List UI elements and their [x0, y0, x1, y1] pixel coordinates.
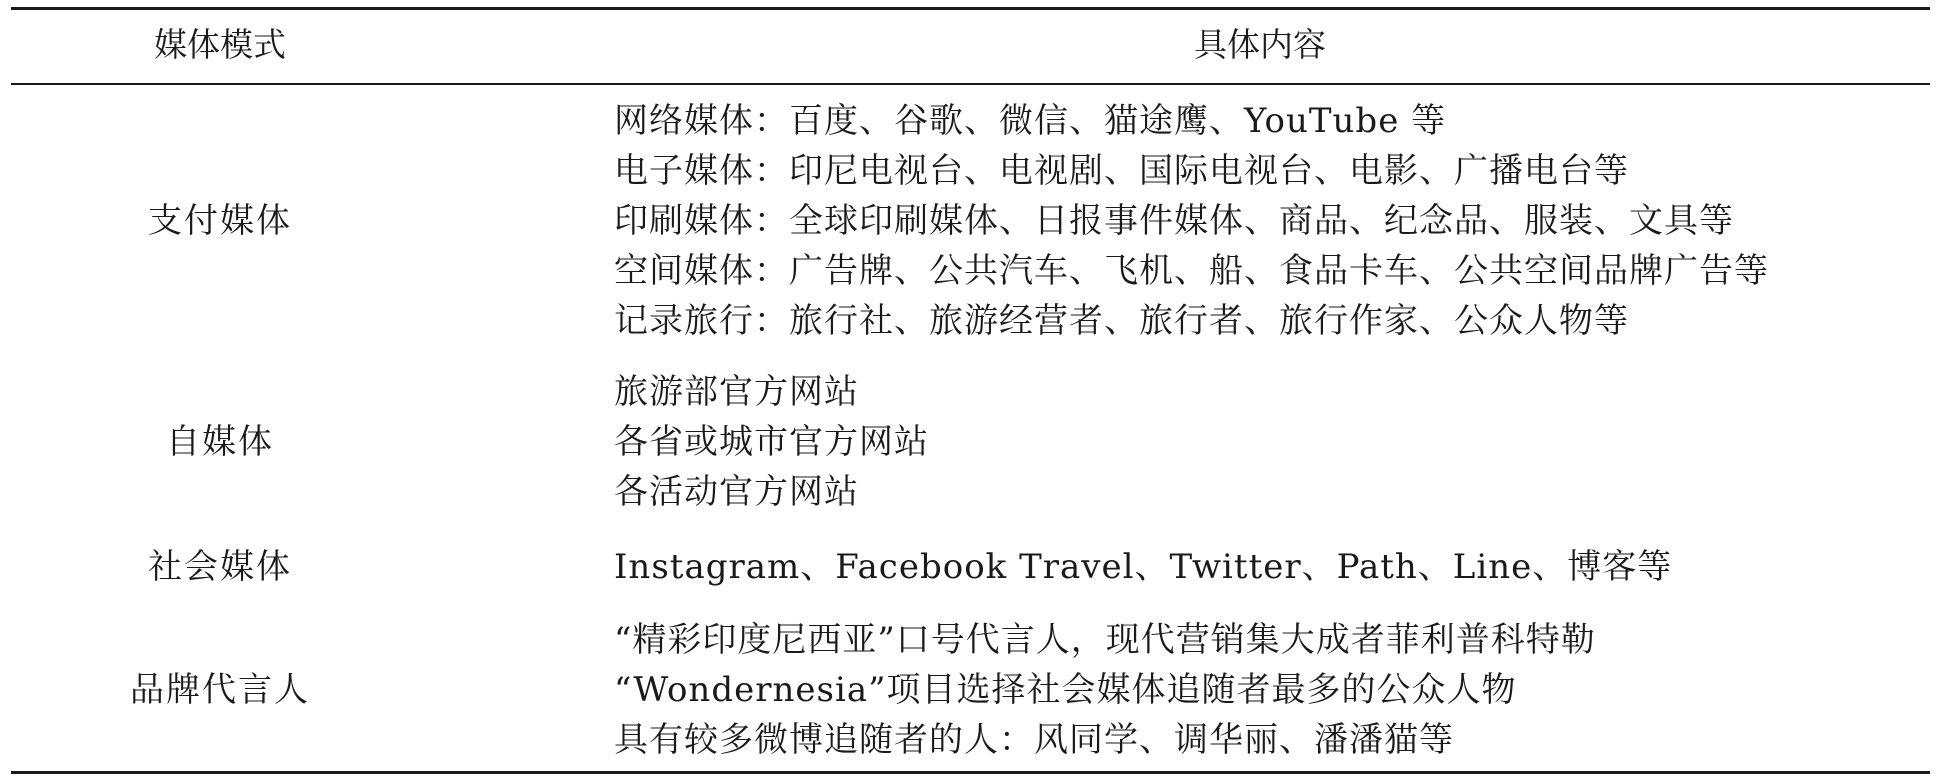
content-line: “精彩印度尼西亚”口号代言人，现代营销集大成者菲利普科特勒 [614, 620, 1596, 660]
row-mode-label: 自媒体 [166, 422, 274, 462]
content-line: “Wondernesia”项目选择社会媒体追随者最多的公众人物 [614, 670, 1517, 710]
content-line: 各活动官方网站 [614, 472, 859, 512]
row-mode-label: 品牌代言人 [130, 670, 310, 710]
content-line: 记录旅行：旅行社、旅游经营者、旅行者、旅行作家、公众人物等 [614, 301, 1629, 341]
table-bottom-rule [11, 771, 1930, 774]
row-mode-label: 社会媒体 [148, 547, 292, 587]
table-header-rule [11, 83, 1930, 85]
row-mode-label: 支付媒体 [148, 201, 292, 241]
content-line: 空间媒体：广告牌、公共汽车、飞机、船、食品卡车、公共空间品牌广告等 [614, 251, 1769, 291]
content-line: 旅游部官方网站 [614, 372, 859, 412]
header-specific-content: 具体内容 [1194, 25, 1326, 64]
content-line: 印刷媒体：全球印刷媒体、日报事件媒体、商品、纪念品、服装、文具等 [614, 201, 1734, 241]
content-line: 网络媒体：百度、谷歌、微信、猫途鹰、YouTube 等 [614, 101, 1447, 141]
header-media-mode: 媒体模式 [154, 25, 286, 64]
content-line: 电子媒体：印尼电视台、电视剧、国际电视台、电影、广播电台等 [614, 151, 1629, 191]
row-content [614, 367, 1914, 517]
content-line: 各省或城市官方网站 [614, 422, 929, 462]
row-content [614, 615, 1914, 765]
content-line: 具有较多微博追随者的人：风同学、调华丽、潘潘猫等 [614, 720, 1454, 760]
content-line: Instagram、Facebook Travel、Twitter、Path、Line、博客等 [614, 547, 1673, 587]
row-content [614, 96, 1914, 346]
row-content [614, 542, 1914, 592]
table-top-rule [11, 7, 1930, 10]
